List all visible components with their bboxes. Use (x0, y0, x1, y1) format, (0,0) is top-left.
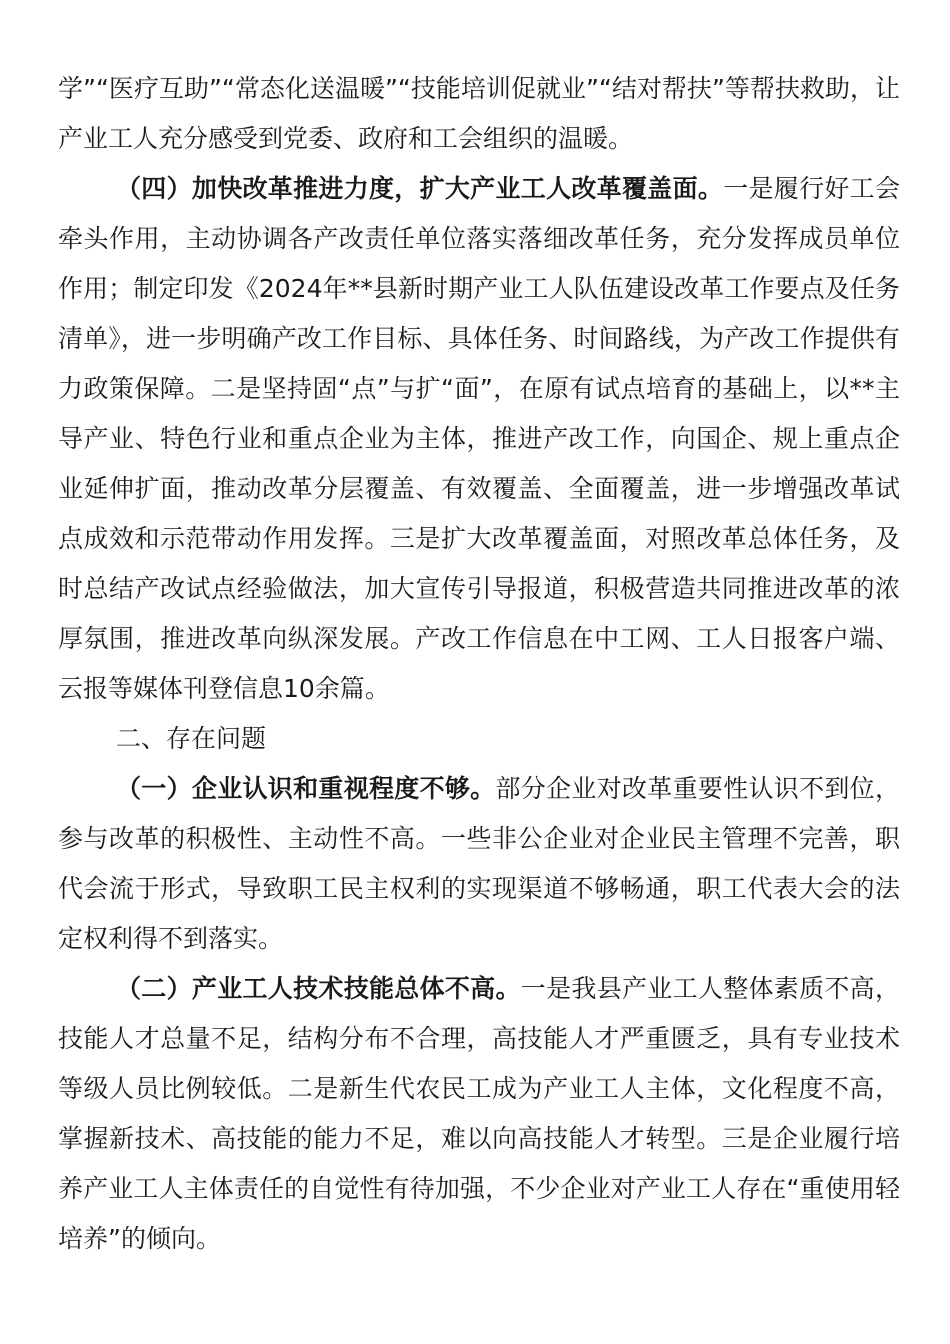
paragraph-text: 学”“医疗互助”“常态化送温暖”“技能培训促就业”“结对帮扶”等帮扶救助，让产业工人充分感受到党委、政府和工会组织的温暖。 (58, 74, 900, 153)
paragraph-problem-two (58, 964, 900, 1264)
paragraph-problem-one (58, 764, 900, 964)
paragraph-heading: （一）企业认识和重视程度不够。 (116, 774, 496, 803)
paragraph-continuation (58, 64, 900, 164)
paragraph-section-four (58, 164, 900, 714)
paragraph-text: 一是我县产业工人整体素质不高，技能人才总量不足，结构分布不合理，高技能人才严重匮乏，具有专业技术等级人员比例较低。二是新生代农民工成为产业工人主体，文化程度不高，掌握新技术、高技能的能力不足，难以向高技能人才转型。三是企业履行培养产业工人主体责任的自觉性有待加强，不少企业对产业工人存在“重使用轻培养”的倾向。 (58, 974, 900, 1253)
paragraph-heading: （四）加快改革推进力度，扩大产业工人改革覆盖面。 (116, 174, 724, 203)
paragraph-heading: （二）产业工人技术技能总体不高。 (116, 974, 521, 1003)
document-page (58, 64, 900, 1264)
paragraph-text: 一是履行好工会牵头作用，主动协调各产改责任单位落实落细改革任务，充分发挥成员单位作用；制定印发《2024年**县新时期产业工人队伍建设改革工作要点及任务清单》，进一步明确产改工作目标、具体任务、时间路线，为产改工作提供有力政策保障。二是坚持固“点”与扩“面”，在原有试点培育的基础上，以**主导产业、特色行业和重点企业为主体，推进产改工作，向国企、规上重点企业延伸扩面，推动改革分层覆盖、有效覆盖、全面覆盖，进一步增强改革试点成效和示范带动作用发挥。三是扩大改革覆盖面，对照改革总体任务，及时总结产改试点经验做法，加大宣传引导报道，积极营造共同推进改革的浓厚氛围，推进改革向纵深发展。产改工作信息在中工网、工人日报客户端、云报等媒体刊登信息10余篇。 (58, 174, 900, 703)
section-heading-problems (58, 714, 900, 764)
paragraph-text: 部分企业对改革重要性认识不到位，参与改革的积极性、主动性不高。一些非公企业对企业民主管理不完善，职代会流于形式，导致职工民主权利的实现渠道不够畅通，职工代表大会的法定权利得不到落实。 (58, 774, 900, 953)
section-heading-text: 二、存在问题 (116, 724, 267, 753)
